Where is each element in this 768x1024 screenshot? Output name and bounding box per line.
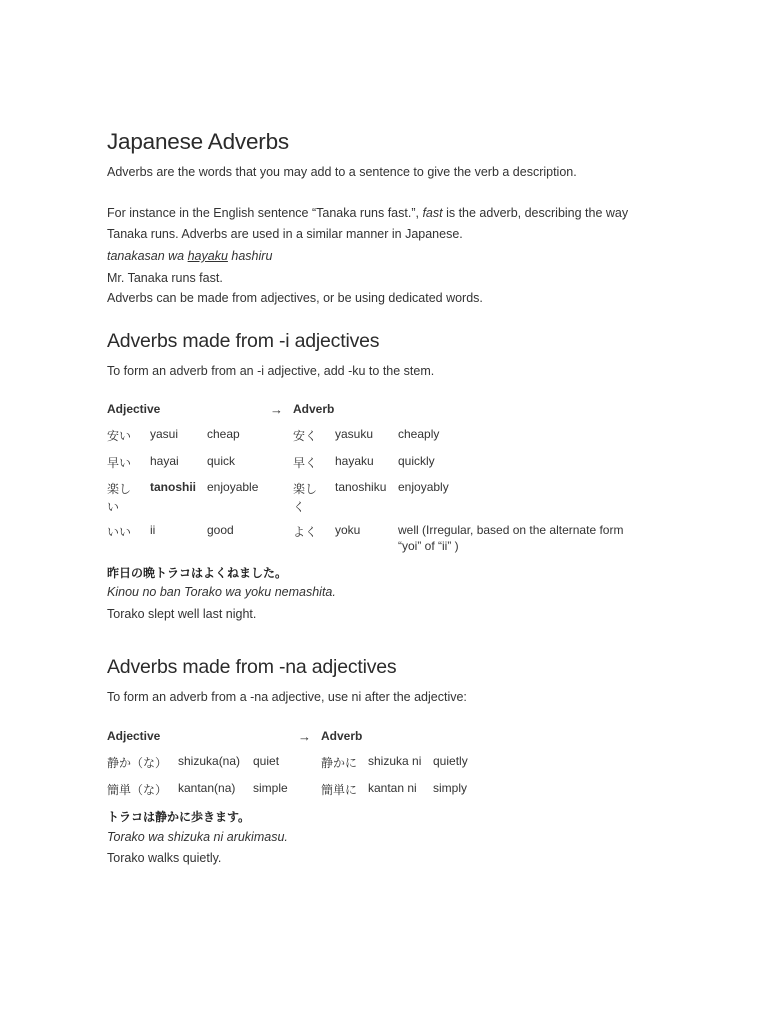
table-na-header-adverb: Adverb <box>321 729 363 743</box>
table-row: 安い <box>107 429 132 443</box>
section-na-example-romaji: Torako wa shizuka ni arukimasu. <box>107 830 288 844</box>
table-cell: quickly <box>398 454 435 468</box>
arrow-icon: → <box>270 402 283 417</box>
table-i-header-adverb: Adverb <box>293 402 335 416</box>
table-cell: well (Irregular, based on the alternate form <box>398 523 624 537</box>
table-cell: quietly <box>433 754 468 768</box>
table-cell: cheap <box>207 427 240 441</box>
instance-line-2: Tanaka runs. Adverbs are used in a similar manner in Japanese. <box>107 227 463 241</box>
table-cell: kantan ni <box>368 781 417 795</box>
instance-line-1 <box>107 206 628 220</box>
section-na-heading: Adverbs made from -na adjectives <box>107 656 397 678</box>
table-cell: shizuka ni <box>368 754 422 768</box>
table-cell: tanoshiku <box>335 480 387 494</box>
table-cell: ii <box>150 523 156 537</box>
table-row: いい <box>107 525 132 539</box>
table-cell: hayai <box>150 454 179 468</box>
table-cell: 静かに <box>321 756 358 770</box>
table-cell: quiet <box>253 754 280 768</box>
table-cell: 安く <box>293 429 318 443</box>
section-i-example-japanese: 昨日の晩トラコはよくねました。 <box>107 566 288 580</box>
page-title: Japanese Adverbs <box>107 129 289 154</box>
table-cell: simple <box>253 781 288 795</box>
table-cell: enjoyably <box>398 480 449 494</box>
example-romaji-b: hashiru <box>227 249 273 263</box>
example-romaji <box>107 249 272 263</box>
table-cell: kantan(na) <box>178 781 236 795</box>
section-na-description: To form an adverb from a -na adjective, use ni after the adjective: <box>107 690 467 704</box>
table-cell: cheaply <box>398 427 440 441</box>
table-cell: よく <box>293 525 318 539</box>
section-i-heading: Adverbs made from -i adjectives <box>107 330 380 352</box>
table-cell: hayaku <box>335 454 374 468</box>
table-row: 楽し <box>107 482 132 496</box>
table-cell: shizuka(na) <box>178 754 241 768</box>
table-row: 静か（な） <box>107 756 168 770</box>
table-cell: simply <box>433 781 468 795</box>
table-cell: 早く <box>293 456 318 470</box>
table-cell: good <box>207 523 234 537</box>
table-cell: yasui <box>150 427 179 441</box>
table-cell: 楽し <box>293 482 318 496</box>
table-cell: yoku <box>335 523 361 537</box>
table-cell: “yoi” of “ii” ) <box>398 539 459 553</box>
table-cell: く <box>293 500 306 514</box>
example-romaji-underlined: hayaku <box>187 249 228 263</box>
example-romaji-a: tanakasan wa <box>107 249 188 263</box>
section-i-description: To form an adverb from an -i adjective, add -ku to the stem. <box>107 364 435 378</box>
arrow-icon: → <box>298 729 311 744</box>
section-na-example-english: Torako walks quietly. <box>107 851 222 865</box>
table-cell: 簡単に <box>321 783 358 797</box>
table-i-header-adjective: Adjective <box>107 402 161 416</box>
instance-em: fast <box>422 206 443 220</box>
table-cell: tanoshii <box>150 480 197 494</box>
intro-paragraph: Adverbs are the words that you may add to a sentence to give the verb a description. <box>107 165 577 179</box>
section-na-example-japanese: トラコは静かに歩きます。 <box>107 810 251 824</box>
example-english: Mr. Tanaka runs fast. <box>107 271 223 285</box>
section-i-example-romaji: Kinou no ban Torako wa yoku nemashita. <box>107 585 336 599</box>
section-i-example-english: Torako slept well last night. <box>107 607 257 621</box>
table-cell: quick <box>207 454 236 468</box>
table-row: 簡単（な） <box>107 783 168 797</box>
table-cell: enjoyable <box>207 480 259 494</box>
instance-pre: For instance in the English sentence “Tanaka runs fast.”, <box>107 206 423 220</box>
table-cell: yasuku <box>335 427 374 441</box>
table-cell: い <box>107 500 120 514</box>
adjective-note: Adverbs can be made from adjectives, or be using dedicated words. <box>107 291 483 305</box>
table-row: 早い <box>107 456 132 470</box>
table-na-header-adjective: Adjective <box>107 729 161 743</box>
instance-post: is the adverb, describing the way <box>442 206 629 220</box>
